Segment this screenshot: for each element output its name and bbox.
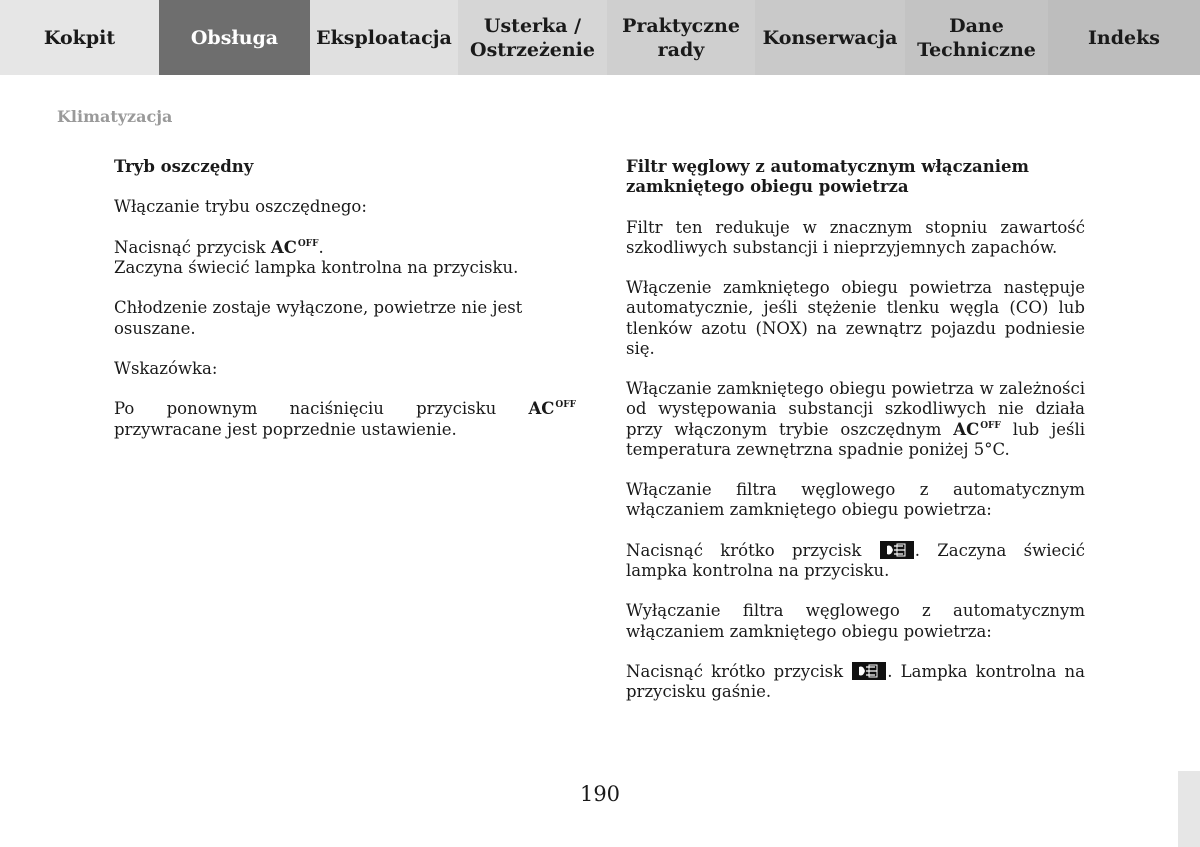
tab-dane-techniczne[interactable] xyxy=(905,0,1048,75)
tab-label: Kokpit xyxy=(43,26,116,49)
paragraph: Filtr ten redukuje w znacznym stopniu zawartość szkodliwych substancji i nieprzyjemnych zapachów. xyxy=(626,217,1085,257)
tab-praktyczne-rady[interactable] xyxy=(607,0,755,75)
text: Po ponownym naciśnięciu przycisku xyxy=(114,399,529,419)
paragraph: Chłodzenie zostaje wyłączone, powietrze nie jest osuszane. xyxy=(114,298,523,338)
text: przywracane jest poprzednie ustawienie. xyxy=(114,419,457,439)
paragraph xyxy=(114,399,576,439)
page-number: 190 xyxy=(579,782,621,806)
text: Nacisnąć krótko przycisk xyxy=(626,661,852,681)
top-navigation-tabs xyxy=(0,0,1200,75)
text: lub jeśli temperatura zewnętrzna spadnie poniżej 5°C. xyxy=(626,419,1086,459)
text: Nacisnąć krótko przycisk xyxy=(626,540,879,560)
note-label: Wskazówka: xyxy=(114,358,218,378)
text: . Zaczyna świecić lampka kontrolna na przycisku. xyxy=(626,540,1085,580)
text: . xyxy=(318,237,324,257)
tab-label: Praktyczne rady xyxy=(622,14,740,61)
economy-mode-heading: Tryb oszczędny xyxy=(114,157,254,176)
right-column xyxy=(626,157,1085,723)
paragraph xyxy=(626,379,1085,460)
paragraph xyxy=(114,238,576,278)
tab-eksploatacja[interactable] xyxy=(310,0,458,75)
paragraph xyxy=(626,662,1085,702)
tab-obsluga[interactable] xyxy=(159,0,310,75)
ac-off-button-label: $AC^{OFF}$ xyxy=(528,399,576,419)
tab-label: Konserwacja xyxy=(762,26,898,49)
paragraph: Włączanie filtra węglowego z automatycznym włączaniem zamkniętego obiegu powietrza: xyxy=(626,480,1085,520)
paragraph: Włączanie trybu oszczędnego: xyxy=(114,197,367,217)
ac-off-button-label: $AC^{OFF}$ xyxy=(953,419,1001,439)
tab-konserwacja[interactable] xyxy=(755,0,905,75)
tab-kokpit[interactable] xyxy=(0,0,159,75)
text: Włączanie zamkniętego obiegu powietrza w zależności od występowania substancji szkodliwych nie działa przy włączonym trybie oszczędnym xyxy=(626,379,1085,439)
carbon-filter-heading: Filtr węglowy z automatycznym włączaniem zamkniętego obiegu powietrza xyxy=(626,157,1029,197)
tab-label: Eksploatacja xyxy=(316,26,452,49)
text: Nacisnąć przycisk xyxy=(114,237,271,257)
tab-usterka-ostrzezenie[interactable] xyxy=(458,0,607,75)
tab-label: Obsługa xyxy=(190,26,279,49)
tab-label: Dane Techniczne xyxy=(917,14,1036,61)
tab-label: Usterka / Ostrzeżenie xyxy=(470,14,595,61)
recirculation-filter-icon xyxy=(852,662,886,680)
text: Zaczyna świecić lampka kontrolna na przycisku. xyxy=(114,257,519,277)
paragraph xyxy=(626,541,1085,581)
paragraph: Wyłączanie filtra węglowego z automatycznym włączaniem zamkniętego obiegu powietrza: xyxy=(626,601,1085,641)
tab-label: Indeks xyxy=(1088,26,1160,49)
section-title: Klimatyzacja xyxy=(57,107,173,126)
text: . Lampka kontrolna na przycisku gaśnie. xyxy=(626,661,1085,702)
paragraph: Włączenie zamkniętego obiegu powietrza następuje automatycznie, jeśli stężenie tlenku węgla (CO) lub tlenków azotu (NOX) na zewnątrz pojazdu podniesie się. xyxy=(626,278,1085,358)
left-column xyxy=(114,157,576,460)
ac-off-button-label: $AC^{OFF}$ xyxy=(270,237,319,257)
tab-indeks[interactable] xyxy=(1048,0,1200,75)
page-edge-marker xyxy=(1178,771,1200,847)
recirculation-filter-icon xyxy=(880,541,914,559)
